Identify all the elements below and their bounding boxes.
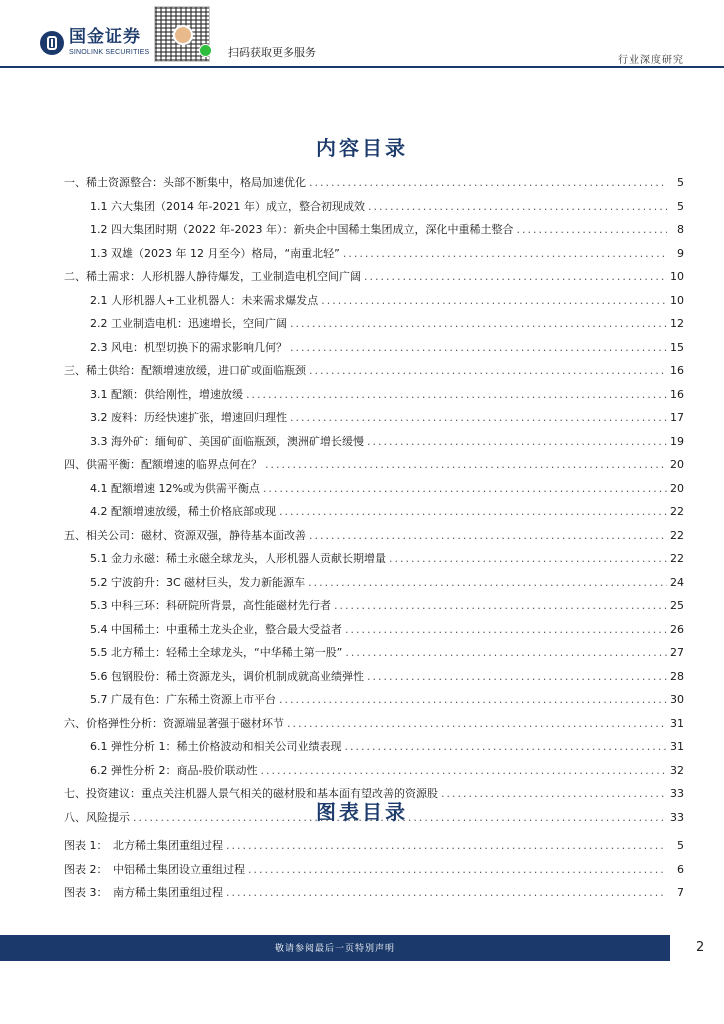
dot-leader	[309, 524, 667, 548]
toc-entry[interactable]	[64, 571, 684, 595]
toc-entry-page: 12	[670, 317, 684, 330]
toc-entry-page: 30	[670, 693, 684, 706]
page-number: 2	[696, 940, 705, 955]
dot-leader	[368, 195, 667, 219]
toc-entry[interactable]	[64, 641, 684, 665]
toc-entry[interactable]	[64, 735, 684, 759]
toc-entry[interactable]	[64, 712, 684, 736]
toc-entry-page: 5	[677, 199, 684, 213]
dot-leader	[345, 641, 667, 665]
toc-entry-page: 5	[677, 176, 684, 189]
toc-entry-page: 27	[670, 646, 684, 659]
figure-entry-title: 图表 3： 南方稀土集团重组过程	[64, 886, 223, 899]
toc-entry-page: 22	[670, 528, 684, 542]
dot-leader	[345, 618, 667, 642]
figure-entry[interactable]	[64, 881, 684, 905]
toc-entry-title: 5.5 北方稀土：轻稀土全球龙头，“中华稀土第一股”	[90, 646, 343, 659]
dot-leader	[260, 759, 667, 783]
toc-entry-title: 6.1 弹性分析 1：稀土价格波动和相关公司业绩表现	[90, 740, 342, 753]
dot-leader	[516, 218, 667, 242]
figure-entry[interactable]	[64, 834, 684, 858]
toc-entry-page: 31	[670, 716, 684, 730]
figure-entry-page: 5	[677, 839, 684, 852]
toc-entry-page: 19	[670, 434, 684, 448]
toc-entry-title: 5.7 广晟有色：广东稀土资源上市平台	[90, 693, 276, 706]
toc-entry-page: 24	[670, 575, 684, 589]
dot-leader	[279, 688, 667, 712]
toc-entry-page: 22	[670, 505, 684, 518]
toc-entry[interactable]	[64, 547, 684, 571]
dot-leader	[279, 500, 667, 524]
toc-entry-title: 七、投资建议：重点关注机器人景气相关的磁材股和基本面有望改善的资源股	[64, 787, 438, 800]
dot-leader	[367, 430, 667, 454]
toc-entry[interactable]	[64, 171, 684, 195]
toc-entry[interactable]	[64, 500, 684, 524]
toc-entry-page: 20	[670, 458, 684, 471]
toc-entry-title: 5.6 包钢股份：稀土资源龙头，调价机制成就高业绩弹性	[90, 669, 364, 683]
toc-entry-title: 6.2 弹性分析 2：商品-股价联动性	[90, 763, 258, 777]
dot-leader	[290, 336, 667, 360]
dot-leader	[321, 289, 667, 313]
dot-leader	[290, 406, 667, 430]
dot-leader	[364, 265, 667, 289]
toc-entry-title: 2.2 工业制造电机：迅速增长，空间广阔	[90, 317, 287, 330]
toc-entry-title: 八、风险提示	[64, 810, 130, 824]
toc-entry[interactable]	[64, 265, 684, 289]
toc-entry-page: 33	[670, 810, 684, 824]
report-type-label: 行业深度研究	[618, 55, 684, 66]
toc-entry-page: 26	[670, 622, 684, 636]
figure-entry-title: 图表 2： 中铝稀土集团设立重组过程	[64, 862, 245, 876]
logo-chinese-name: 国金证券	[69, 27, 141, 47]
figure-entry-title: 图表 1： 北方稀土集团重组过程	[64, 839, 223, 852]
toc-entry[interactable]	[64, 594, 684, 618]
figure-entry-page: 7	[677, 886, 684, 899]
toc-entry-title: 六、价格弹性分析：资源端显著强于磁材环节	[64, 716, 284, 730]
toc-entry[interactable]	[64, 218, 684, 242]
sinolink-logo-icon	[40, 31, 64, 55]
qr-code-icon[interactable]	[154, 6, 210, 62]
toc-entry-page: 16	[670, 364, 684, 377]
dot-leader	[265, 453, 667, 477]
toc-entry[interactable]	[64, 336, 684, 360]
toc-entry-title: 4.1 配额增速 12%或为供需平衡点	[90, 481, 260, 495]
toc-entry-page: 20	[670, 481, 684, 495]
toc-entry-title: 4.2 配额增速放缓，稀土价格底部或现	[90, 505, 276, 518]
dot-leader	[246, 383, 667, 407]
logo-english-name: SINOLINK SECURITIES	[69, 49, 150, 56]
toc-entry-page: 8	[677, 223, 684, 236]
table-of-contents	[64, 171, 684, 829]
toc-entry-page: 28	[670, 669, 684, 683]
dot-leader	[226, 881, 667, 905]
toc-entry[interactable]	[64, 383, 684, 407]
toc-entry[interactable]	[64, 242, 684, 266]
toc-entry-title: 1.1 六大集团（2014 年-2021 年）成立，整合初现成效	[90, 199, 365, 213]
dot-leader	[248, 858, 667, 882]
toc-entry-title: 5.4 中国稀土：中重稀土龙头企业，整合最大受益者	[90, 622, 342, 636]
toc-entry-page: 25	[670, 599, 684, 612]
toc-entry-title: 3.2 废料：历经快速扩张，增速回归理性	[90, 411, 287, 424]
toc-entry-title: 5.2 宁波韵升：3C 磁材巨头，发力新能源车	[90, 575, 306, 589]
toc-entry-title: 2.3 风电：机型切换下的需求影响几何？	[90, 340, 287, 354]
toc-entry[interactable]	[64, 359, 684, 383]
dot-leader	[287, 712, 667, 736]
company-logo	[40, 29, 149, 56]
toc-entry-page: 9	[677, 246, 684, 260]
toc-entry[interactable]	[64, 477, 684, 501]
toc-entry-page: 32	[670, 763, 684, 777]
page-header	[0, 0, 724, 68]
dot-leader	[389, 547, 667, 571]
toc-entry-page: 22	[670, 552, 684, 565]
toc-entry-page: 17	[670, 411, 684, 424]
toc-entry[interactable]	[64, 430, 684, 454]
figure-entry[interactable]	[64, 858, 684, 882]
toc-entry-title: 3.1 配额：供给刚性，增速放缓	[90, 387, 243, 401]
toc-entry-title: 1.3 双雄（2023 年 12 月至今）格局，“南重北轻”	[90, 246, 340, 260]
dot-leader	[309, 171, 667, 195]
toc-title: 内容目录	[316, 136, 408, 160]
toc-entry[interactable]	[64, 289, 684, 313]
toc-entry-title: 三、稀土供给：配额增速放缓，进口矿或面临瓶颈	[64, 364, 306, 377]
toc-entry-page: 16	[670, 387, 684, 401]
header-divider	[0, 66, 724, 68]
dot-leader	[334, 594, 667, 618]
toc-entry-title: 五、相关公司：磁材、资源双强，静待基本面改善	[64, 528, 306, 542]
toc-entry[interactable]	[64, 195, 684, 219]
toc-entry[interactable]	[64, 312, 684, 336]
dot-leader	[263, 477, 667, 501]
dot-leader	[226, 834, 667, 858]
toc-entry[interactable]	[64, 406, 684, 430]
toc-entry-title: 二、稀土需求：人形机器人静待爆发，工业制造电机空间广阔	[64, 270, 361, 283]
toc-entry[interactable]	[64, 665, 684, 689]
dot-leader	[309, 359, 667, 383]
toc-entry[interactable]	[64, 688, 684, 712]
dot-leader	[290, 312, 667, 336]
toc-entry-page: 15	[670, 340, 684, 354]
toc-entry[interactable]	[64, 618, 684, 642]
wechat-icon	[199, 44, 212, 57]
toc-entry-title: 一、稀土资源整合：头部不断集中，格局加速优化	[64, 176, 306, 189]
toc-entry[interactable]	[64, 453, 684, 477]
toc-entry-title: 1.2 四大集团时期（2022 年-2023 年）：新央企中国稀土集团成立，深化中重稀土整合	[90, 223, 514, 236]
toc-entry-title: 2.1 人形机器人+工业机器人：未来需求爆发点	[90, 293, 319, 307]
figure-entry-page: 6	[677, 862, 684, 876]
toc-entry[interactable]	[64, 524, 684, 548]
list-of-figures	[64, 834, 684, 905]
toc-entry-page: 31	[670, 740, 684, 753]
toc-entry-page: 33	[670, 787, 684, 800]
toc-entry-page: 10	[670, 270, 684, 283]
scan-prompt: 扫码获取更多服务	[228, 46, 316, 59]
dot-leader	[308, 571, 667, 595]
toc-entry-title: 5.1 金力永磁：稀土永磁全球龙头，人形机器人贡献长期增量	[90, 552, 386, 565]
dot-leader	[344, 735, 667, 759]
toc-entry-title: 5.3 中科三环：科研院所背景，高性能磁材先行者	[90, 599, 331, 612]
toc-entry-title: 四、供需平衡：配额增速的临界点何在？	[64, 458, 262, 471]
dot-leader	[367, 665, 667, 689]
figures-title: 图表目录	[316, 800, 408, 824]
toc-entry-title: 3.3 海外矿：缅甸矿、美国矿面临瓶颈，澳洲矿增长缓慢	[90, 434, 364, 448]
toc-entry[interactable]	[64, 759, 684, 783]
footer-disclaimer[interactable]: 敬请参阅最后一页特别声明	[274, 944, 395, 954]
qr-center-logo-icon	[173, 25, 193, 45]
toc-entry-page: 10	[670, 293, 684, 307]
dot-leader	[343, 242, 667, 266]
